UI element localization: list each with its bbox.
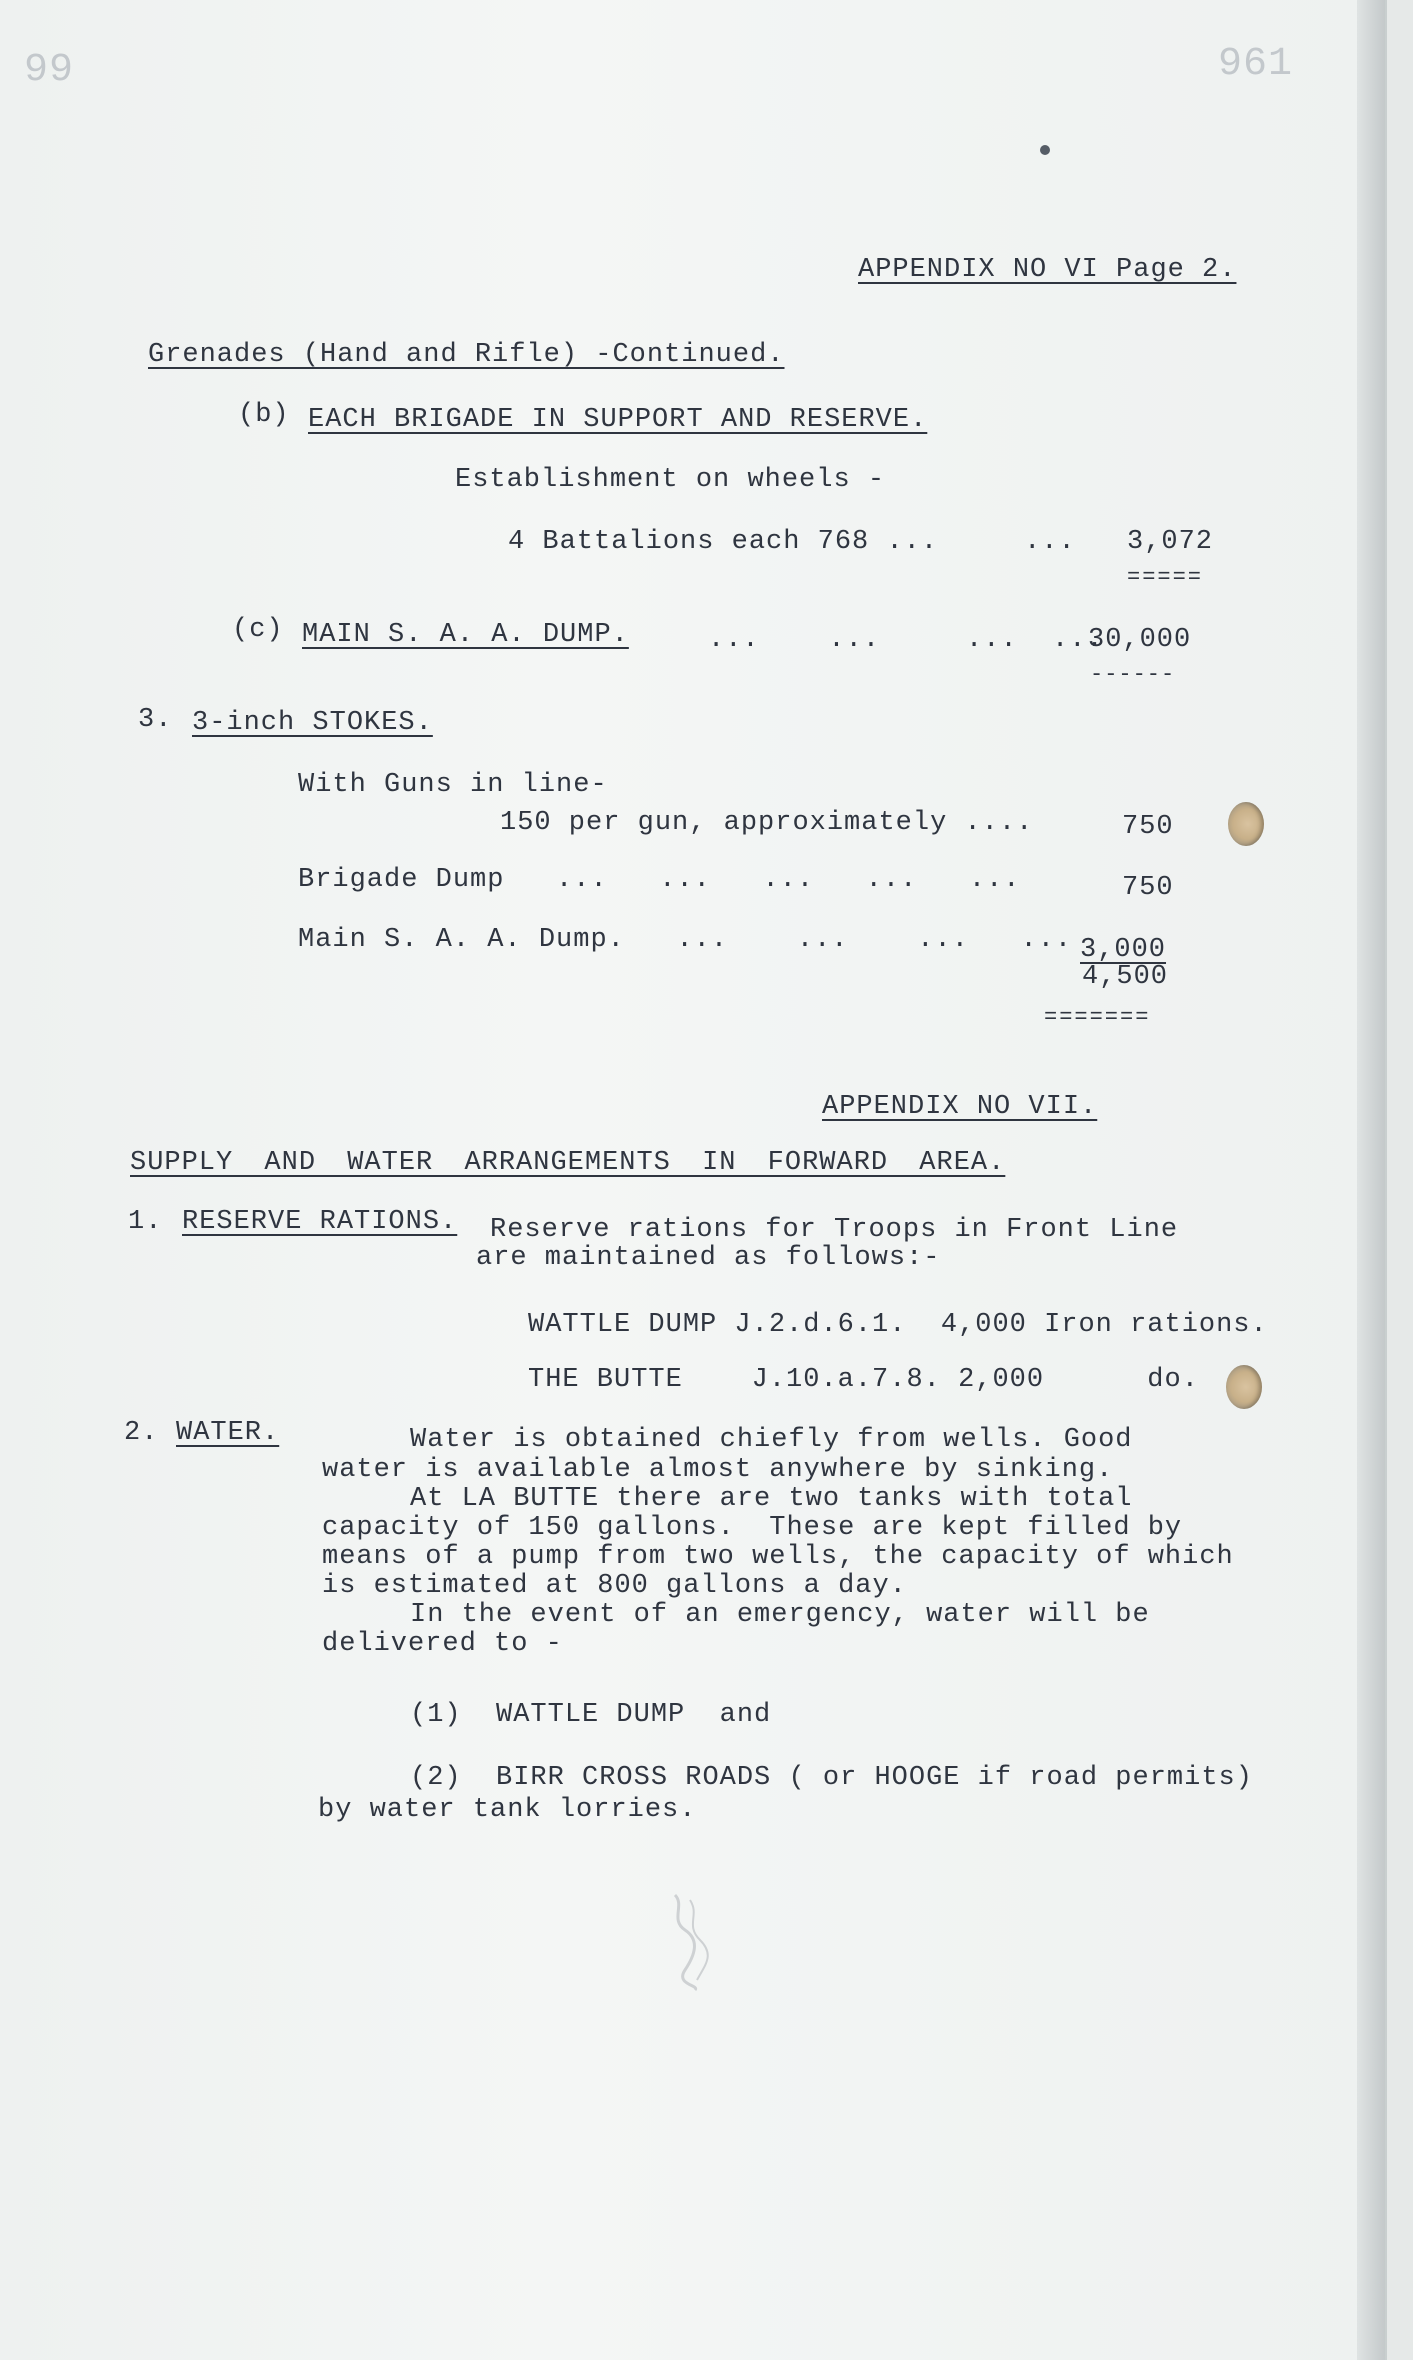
item-c-value: 30,000 — [1088, 625, 1192, 655]
appendix-vii-heading: APPENDIX NO VII. — [822, 1092, 1098, 1122]
ink-dot — [1040, 145, 1050, 155]
corner-mark-left: 99 — [24, 48, 75, 93]
appendix-vii-title: SUPPLY AND WATER ARRANGEMENTS IN FORWARD AREA. — [130, 1148, 1006, 1178]
item-b-value: 3,072 — [1127, 527, 1214, 557]
corner-mark-right: 961 — [1218, 42, 1294, 87]
item-b-line: 4 Battalions each 768 ... ... — [508, 527, 1076, 557]
item-b-label: (b) — [238, 400, 290, 430]
stokes-line2: 150 per gun, approximately .... — [500, 808, 1034, 838]
appendix-vi-heading: APPENDIX NO VI Page 2. — [858, 255, 1237, 285]
water-line: Water is obtained chiefly from wells. Good — [410, 1425, 1133, 1455]
stokes-value1: 750 — [1122, 812, 1174, 842]
stokes-title: 3-inch STOKES. — [192, 708, 433, 738]
stokes-number: 3. — [138, 705, 173, 735]
grenades-section-title: Grenades (Hand and Rifle) -Continued. — [148, 340, 785, 370]
water-line: At LA BUTTE there are two tanks with total — [410, 1484, 1133, 1514]
reserve-row1: WATTLE DUMP J.2.d.6.1. 4,000 Iron rations. — [528, 1310, 1268, 1340]
item-c-title: MAIN S. A. A. DUMP. — [302, 620, 629, 650]
water-line: means of a pump from two wells, the capacity of which — [322, 1542, 1234, 1572]
stokes-brigade-dump: Brigade Dump ... ... ... ... ... — [298, 865, 1021, 895]
water-line: is estimated at 800 gallons a day. — [322, 1571, 907, 1601]
punch-hole-bottom — [1226, 1365, 1262, 1409]
stokes-main-dump: Main S. A. A. Dump. ... ... ... ... — [298, 925, 1073, 955]
item-b-subtitle: Establishment on wheels - — [455, 465, 886, 495]
punch-hole-top — [1228, 802, 1264, 846]
reserve-number: 1. — [128, 1207, 163, 1237]
stokes-rule: ======= — [1044, 1005, 1151, 1030]
item-c-dots: ... ... ... ... — [708, 625, 1104, 655]
binding-edge — [1357, 0, 1385, 2360]
water-line: delivered to - — [322, 1629, 563, 1659]
item-b-rule: ===== — [1127, 565, 1204, 590]
stokes-line1: With Guns in line- — [298, 770, 608, 800]
water-line: In the event of an emergency, water will be — [410, 1600, 1150, 1630]
item-c-rule: ------ — [1090, 662, 1176, 687]
water-line: water is available almost anywhere by sinking. — [322, 1455, 1114, 1485]
water-item1: (1) WATTLE DUMP and — [410, 1700, 772, 1730]
water-item3: by water tank lorries. — [318, 1795, 697, 1825]
stokes-total: 4,500 — [1082, 962, 1169, 992]
ink-smudge — [655, 1885, 725, 1995]
reserve-label: RESERVE RATIONS. — [182, 1207, 458, 1237]
water-line: capacity of 150 gallons. These are kept filled by — [322, 1513, 1183, 1543]
reserve-text1: Reserve rations for Troops in Front Line — [490, 1215, 1179, 1245]
stokes-value2: 750 — [1122, 873, 1174, 903]
stokes-value3: 3,000 — [1080, 935, 1167, 965]
water-number: 2. — [124, 1418, 159, 1448]
reserve-row2: THE BUTTE J.10.a.7.8. 2,000 do. — [528, 1365, 1199, 1395]
item-b-title: EACH BRIGADE IN SUPPORT AND RESERVE. — [308, 405, 928, 435]
item-c-label: (c) — [232, 615, 284, 645]
water-label: WATER. — [176, 1418, 280, 1448]
reserve-text2: are maintained as follows:- — [476, 1243, 941, 1273]
water-item2: (2) BIRR CROSS ROADS ( or HOOGE if road permits) — [410, 1763, 1253, 1793]
